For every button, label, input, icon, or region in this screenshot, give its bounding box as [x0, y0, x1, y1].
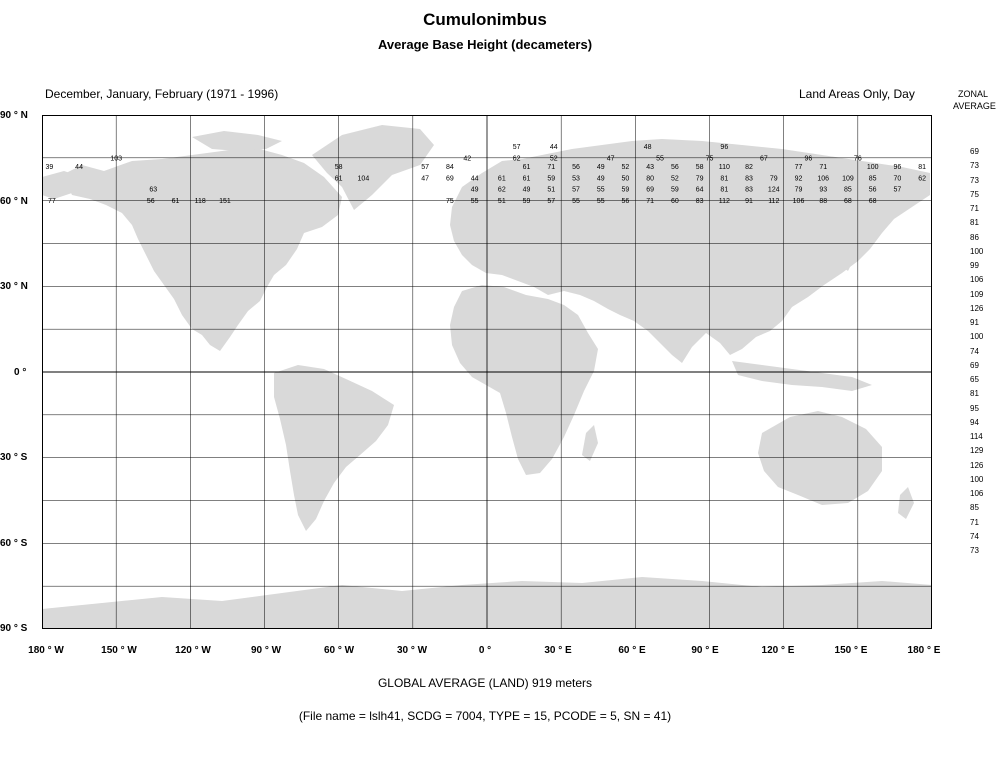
grid-cell-value: 109: [842, 175, 854, 183]
grid-cell-value: 61: [497, 175, 506, 183]
zonal-average-value: 100: [970, 332, 984, 342]
grid-cell-value: 118: [194, 198, 206, 206]
zonal-average-value: 73: [970, 546, 979, 555]
grid-cell-value: 106: [792, 198, 805, 206]
zonal-average-value: 85: [970, 503, 979, 513]
zonal-average-value: 74: [970, 346, 979, 356]
grid-cell-value: 58: [695, 163, 704, 171]
lat-label-equator: 0 °: [14, 367, 27, 378]
grid-cell-value: 81: [918, 163, 927, 171]
grid-cell-value: 39: [45, 163, 54, 171]
lat-label-90n: 90 ° N: [0, 110, 28, 121]
grid-cell-value: 57: [572, 186, 580, 194]
grid-cell-value: 57: [893, 186, 902, 194]
grid-cell-value: 81: [720, 186, 729, 194]
zonal-average-value: 74: [970, 531, 979, 541]
zonal-average-value: 71: [970, 517, 979, 527]
grid-cell-value: 83: [695, 198, 704, 206]
grid-cell-value: 55: [596, 198, 605, 206]
grid-cell-value: 61: [522, 175, 531, 183]
grid-cell-value: 80: [646, 175, 655, 183]
zonal-header-line1: ZONAL: [958, 89, 989, 99]
grid-cell-value: 61: [171, 198, 180, 206]
grid-cell-value: 64: [695, 186, 704, 194]
zonal-average-value: 69: [970, 360, 979, 370]
grid-cell-value: 52: [621, 163, 630, 171]
zonal-average-value: 100: [970, 474, 984, 484]
grid-cell-value: 96: [893, 163, 902, 171]
grid-cell-value: 49: [596, 175, 605, 183]
grid-cell-value: 124: [767, 186, 780, 194]
grid-cell-value: 56: [621, 198, 630, 206]
grid-cell-value: 57: [512, 143, 521, 151]
grid-cell-value: 59: [522, 198, 531, 206]
grid-cell-value: 96: [804, 155, 813, 163]
zonal-average-value: 106: [970, 489, 984, 498]
zonal-average-value: 73: [970, 161, 979, 171]
grid-cell-value: 85: [868, 175, 877, 183]
lon-label-180e: 180 ° E: [907, 645, 941, 656]
grid-cell-value: 63: [149, 186, 158, 194]
grid-cell-value: 62: [918, 175, 927, 183]
grid-cell-value: 56: [572, 163, 580, 171]
world-map-svg: [42, 115, 932, 629]
grid-cell-value: 44: [470, 175, 479, 183]
grid-cell-value: 55: [470, 198, 479, 206]
grid-cell-value: 61: [334, 175, 343, 183]
grid-cell-value: 112: [768, 198, 780, 206]
grid-cell-value: 44: [549, 143, 558, 151]
grid-cell-value: 68: [844, 198, 852, 206]
grid-cell-value: 106: [817, 175, 830, 183]
zonal-average-value: 69: [970, 147, 979, 156]
lat-label-60s: 60 ° S: [0, 538, 28, 549]
grid-cell-value: 70: [893, 175, 902, 183]
zonal-average-value: 81: [970, 218, 979, 228]
lon-label-90w: 90 ° W: [250, 645, 282, 656]
grid-cell-value: 75: [705, 155, 714, 163]
zonal-average-value: 95: [970, 403, 979, 413]
grid-cell-value: 68: [868, 198, 877, 206]
zonal-average-value: 73: [970, 175, 979, 185]
lon-label-90e: 90 ° E: [691, 645, 719, 656]
grid-cell-value: 82: [745, 163, 753, 171]
grid-cell-value: 62: [497, 186, 506, 194]
world-map: [42, 115, 932, 629]
zonal-average-value: 75: [970, 189, 979, 199]
grid-cell-value: 91: [745, 198, 753, 206]
grid-cell-value: 110: [718, 163, 730, 171]
zonal-average-value: 99: [970, 261, 979, 270]
grid-cell-value: 43: [646, 163, 655, 171]
grid-cell-value: 83: [745, 175, 753, 183]
lon-label-120e: 120 ° E: [761, 645, 795, 656]
grid-cell-value: 57: [547, 198, 556, 206]
grid-cell-value: 67: [759, 155, 768, 163]
grid-cell-value: 84: [446, 163, 454, 171]
lon-label-120w: 120 ° W: [175, 645, 211, 656]
grid-cell-value: 81: [720, 175, 729, 183]
zonal-average-value: 106: [970, 275, 984, 285]
grid-cell-value: 57: [421, 163, 430, 171]
grid-cell-value: 52: [670, 175, 679, 183]
grid-cell-value: 151: [219, 198, 231, 206]
grid-cell-value: 59: [621, 186, 630, 194]
grid-cell-value: 71: [819, 163, 828, 171]
zonal-average-value: 109: [970, 289, 984, 299]
grid-cell-value: 75: [446, 198, 454, 206]
zonal-average-value: 65: [970, 375, 979, 384]
grid-cell-value: 104: [357, 175, 370, 183]
zonal-average-value: 126: [970, 460, 984, 470]
zonal-average-value: 129: [970, 446, 984, 456]
zonal-average-value: 100: [970, 246, 984, 256]
zonal-average-value: 81: [970, 389, 979, 399]
zonal-average-value: 86: [970, 232, 979, 242]
grid-cell-value: 48: [643, 143, 652, 151]
grid-cell-value: 71: [646, 198, 655, 206]
grid-cell-value: 55: [596, 186, 605, 194]
grid-cell-value: 51: [497, 198, 506, 206]
grid-cell-value: 55: [656, 155, 664, 163]
global-average-label: GLOBAL AVERAGE (LAND) 919 meters: [377, 676, 593, 690]
grid-cell-value: 49: [596, 163, 605, 171]
grid-cell-value: 112: [718, 198, 730, 206]
lon-label-30e: 30 ° E: [544, 645, 572, 656]
zonal-average-value: 114: [970, 432, 983, 441]
grid-cell-value: 88: [819, 198, 828, 206]
zonal-average-value: 126: [970, 303, 984, 313]
grid-cell-value: 96: [720, 143, 729, 151]
grid-cell-value: 62: [512, 155, 521, 163]
grid-cell-value: 93: [819, 186, 828, 194]
chart-subtitle: Average Base Height (decameters): [377, 37, 593, 52]
lat-label-30n: 30 ° N: [0, 281, 28, 292]
grid-cell-value: 85: [844, 186, 852, 194]
grid-cell-value: 47: [606, 155, 615, 163]
grid-cell-value: 79: [769, 175, 778, 183]
grid-cell-value: 79: [794, 186, 803, 194]
grid-cell-value: 47: [421, 175, 430, 183]
grid-cell-value: 76: [853, 155, 862, 163]
chart-title: Cumulonimbus: [423, 10, 547, 29]
grid-cell-value: 56: [868, 186, 877, 194]
lon-label-180w: 180 ° W: [28, 645, 64, 656]
lon-label-0: 0 °: [478, 645, 492, 656]
grid-cell-value: 51: [547, 186, 556, 194]
grid-cell-value: 69: [646, 186, 655, 194]
grid-cell-value: 52: [549, 155, 558, 163]
grid-cell-value: 60: [670, 198, 679, 206]
grid-cell-value: 59: [670, 186, 679, 194]
grid-cell-value: 83: [745, 186, 753, 194]
grid-cell-value: 50: [621, 175, 630, 183]
grid-cell-value: 79: [695, 175, 704, 183]
grid-cell-value: 71: [547, 163, 556, 171]
grid-cell-value: 58: [334, 163, 343, 171]
grid-cell-value: 49: [470, 186, 479, 194]
grid-cell-value: 49: [522, 186, 531, 194]
lat-label-60n: 60 ° N: [0, 196, 28, 207]
grid-cell-value: 44: [75, 163, 83, 171]
lon-label-30w: 30 ° W: [396, 645, 428, 656]
file-info-label: (File name = lslh41, SCDG = 7004, TYPE = 15, PCODE = 5, SN = 41): [298, 709, 672, 723]
grid-cell-value: 56: [146, 198, 155, 206]
lon-label-150e: 150 ° E: [834, 645, 868, 656]
grid-cell-value: 69: [446, 175, 454, 183]
zonal-header-line2: AVERAGE: [953, 101, 996, 111]
lat-label-30s: 30 ° S: [0, 452, 28, 463]
grid-cell-value: 77: [794, 163, 803, 171]
grid-cell-value: 42: [463, 155, 472, 163]
zonal-average-value: 91: [970, 318, 979, 327]
lon-label-60w: 60 ° W: [323, 645, 355, 656]
grid-cell-value: 77: [47, 198, 56, 206]
season-label: December, January, February (1971 - 1996): [45, 87, 279, 101]
grid-cell-value: 59: [547, 175, 556, 183]
grid-cell-value: 55: [572, 198, 580, 206]
grid-cell-value: 100: [866, 163, 879, 171]
lon-label-60e: 60 ° E: [618, 645, 646, 656]
grid-cell-value: 53: [572, 175, 580, 183]
coverage-label: Land Areas Only, Day: [799, 87, 915, 101]
lon-label-150w: 150 ° W: [101, 645, 137, 656]
grid-cell-value: 56: [670, 163, 679, 171]
grid-cell-value: 103: [110, 155, 123, 163]
lat-label-90s: 90 ° S: [0, 623, 28, 634]
grid-cell-value: 61: [522, 163, 531, 171]
zonal-average-value: 71: [970, 204, 979, 213]
grid-cell-value: 92: [794, 175, 803, 183]
zonal-average-value: 94: [970, 417, 979, 427]
